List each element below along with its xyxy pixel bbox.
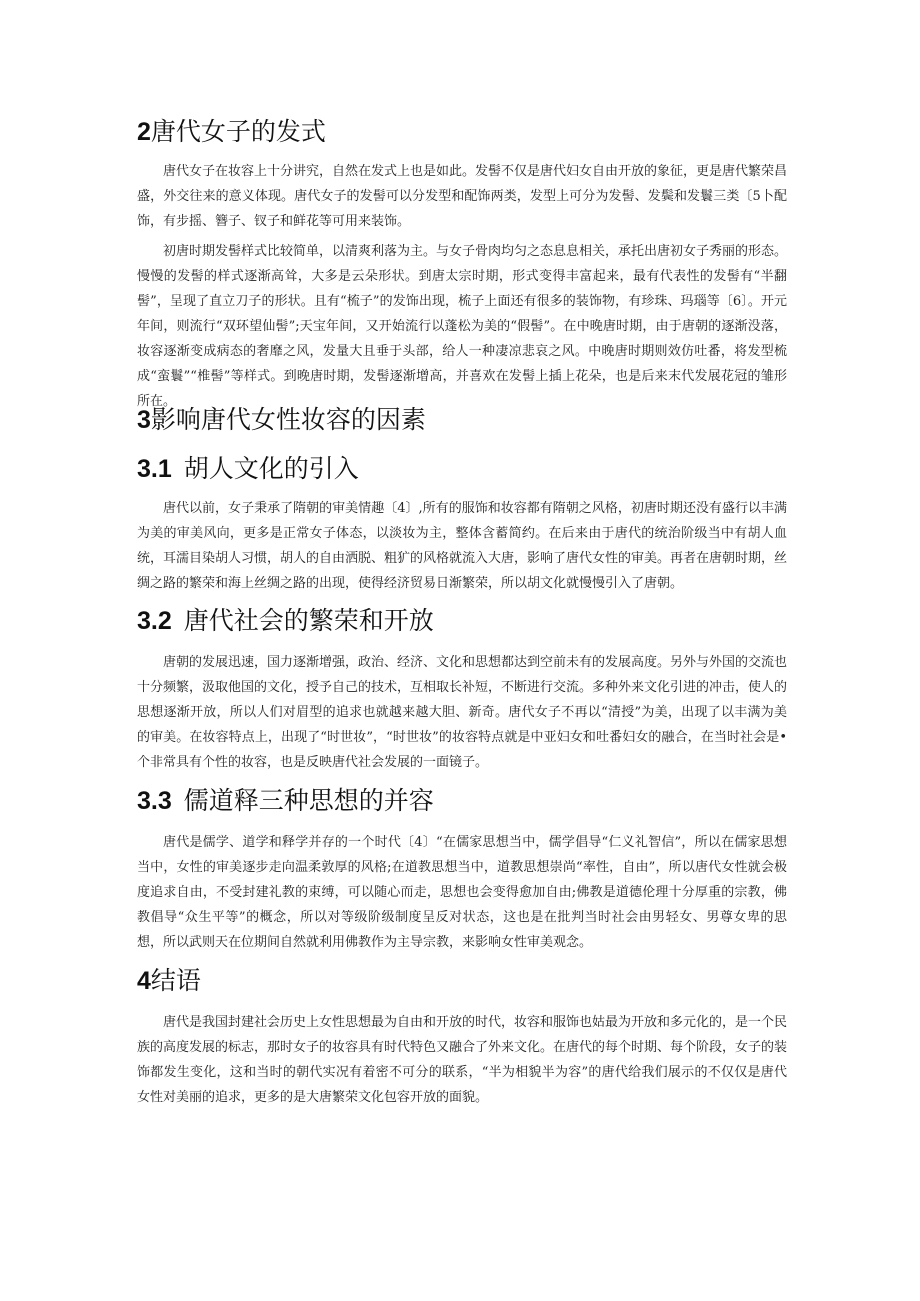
paragraph: 唐代以前，女子秉承了隋朝的审美情趣〔4〕,所有的服饰和妆容都有隋朝之风格，初唐时期还没有盛行以丰满为美的审美风向，更多是正常女子体态，以淡妆为主，整体含蓄简约。在后来由于唐代的统治阶级当中有胡人血统，耳濡目染胡人习惯，胡人的自由洒脱、粗犷的风格就流入大唐，影响了唐代女性的审美。再者在唐朝时期，丝绸之路的繁荣和海上丝绸之路的出现，使得经济贸易日渐繁荣，所以胡文化就慢慢引入了唐朝。 — [137, 501, 788, 591]
section-number: 3 — [137, 406, 151, 434]
section-heading-3-2 — [137, 606, 434, 636]
section-number: 3.1 — [137, 455, 172, 483]
section-number: 2 — [137, 118, 151, 146]
section-number: 4 — [137, 967, 151, 995]
section-title: 影响唐代女性妆容的因素 — [150, 405, 426, 434]
paragraph: 唐代是我国封建社会历史上女性思想最为自由和开放的时代，妆容和服饰也姑最为开放和多元化的，是一个民族的高度发展的标志，那时女子的妆容具有时代特色又融合了外来文化。在唐代的每个时期、每个阶段，女子的装饰都发生变化，这和当时的朝代实况有着密不可分的联系，“半为相貌半为容”的唐代给我们展示的不仅仅是唐代女性对美丽的追求，更多的是大唐繁荣文化包容开放的面貌。 — [137, 1015, 788, 1105]
paragraph: 唐代女子在妆容上十分讲究，自然在发式上也是如此。发髻不仅是唐代妇女自由开放的象征，更是唐代繁荣昌盛，外交往来的意义体现。唐代女子的发髻可以分发型和配饰两类，发型上可分为发髻、发鬓和发鬟三类〔5卜配饰，有步摇、簪子、钗子和鲜花等可用来装饰。 — [137, 164, 788, 229]
paragraph: 唐朝的发展迅速，国力逐渐增强，政治、经济、文化和思想都达到空前未有的发展高度。另外与外国的交流也十分频繁，汲取他国的文化，授予自己的技术，互相取长补短，不断进行交流。多种外来文化引进的冲击，使人的思想逐渐开放，所以人们对眉型的追求也就越来越大胆、新奇。唐代女子不再以“清授”为美，出现了以丰满为美的审美。在妆容特点上，出现了“时世妆”，“时世妆”的妆容特点就是中亚妇女和吐番妇女的融合，在当时社会是•个非常具有个性的妆容，也是反映唐代社会发展的一面镜子。 — [137, 655, 788, 770]
section-title: 唐代社会的繁荣和开放 — [183, 606, 434, 635]
section-heading-2 — [137, 117, 326, 147]
section-title: 唐代女子的发式 — [150, 117, 326, 146]
section-number: 3.3 — [137, 787, 172, 815]
section-title: 结语 — [150, 966, 201, 995]
paragraph: 唐代是儒学、道学和释学并存的一个时代〔4〕“在儒家思想当中，儒学倡导“仁义礼智信”，所以在儒家思想当中，女性的审美逐步走向温柔敦厚的风格;在道教思想当中，道教思想崇尚“率性，自由”，所以唐代女性就会极度追求自由，不受封建礼教的束缚，可以随心而走，思想也会变得愈加自由;佛教是道德伦理十分厚重的宗教，佛教倡导“众生平等”的概念，所以对等级阶级制度呈反对状态，这也是在批判当时社会由男轻女、男尊女卑的思想，所以武则天在位期间自然就利用佛教作为主导宗教，来影响女性审美观念。 — [137, 835, 787, 950]
section-title: 儒道释三种思想的并容 — [183, 786, 434, 815]
section-heading-3-3 — [137, 786, 434, 816]
section-heading-3 — [137, 405, 426, 435]
section-title: 胡人文化的引入 — [183, 454, 359, 483]
section-heading-3-1 — [137, 454, 359, 484]
paragraph: 初唐时期发髻样式比较简单，以清爽利落为主。与女子骨肉均匀之态息息相关，承托出唐初女子秀丽的形态。慢慢的发髻的样式逐渐高耸，大多是云朵形状。到唐太宗时期，形式变得丰富起来，最有代表性的发髻有“半翻髻”，呈现了直立刀子的形状。且有“梳子”的发饰出现，梳子上面还有很多的装饰物，有珍珠、玛瑙等〔6〕。开元年间，则流行“双环望仙髻”;天宝年间，又开始流行以蓬松为美的“假髻”。在中晚唐时期，由于唐朝的逐渐没落，妆容逐渐变成病态的奢靡之风，发量大且垂于头部，给人一种凄凉悲哀之风。中晚唐时期则效仿吐番，将发型梳成“蛮鬟”“椎髻”等样式。到晚唐时期，发髻逐渐增高，并喜欢在发髻上插上花朵，也是后来末代发展花冠的雏形所在。 — [137, 244, 788, 409]
section-number: 3.2 — [137, 607, 172, 635]
section-heading-4 — [137, 966, 201, 996]
